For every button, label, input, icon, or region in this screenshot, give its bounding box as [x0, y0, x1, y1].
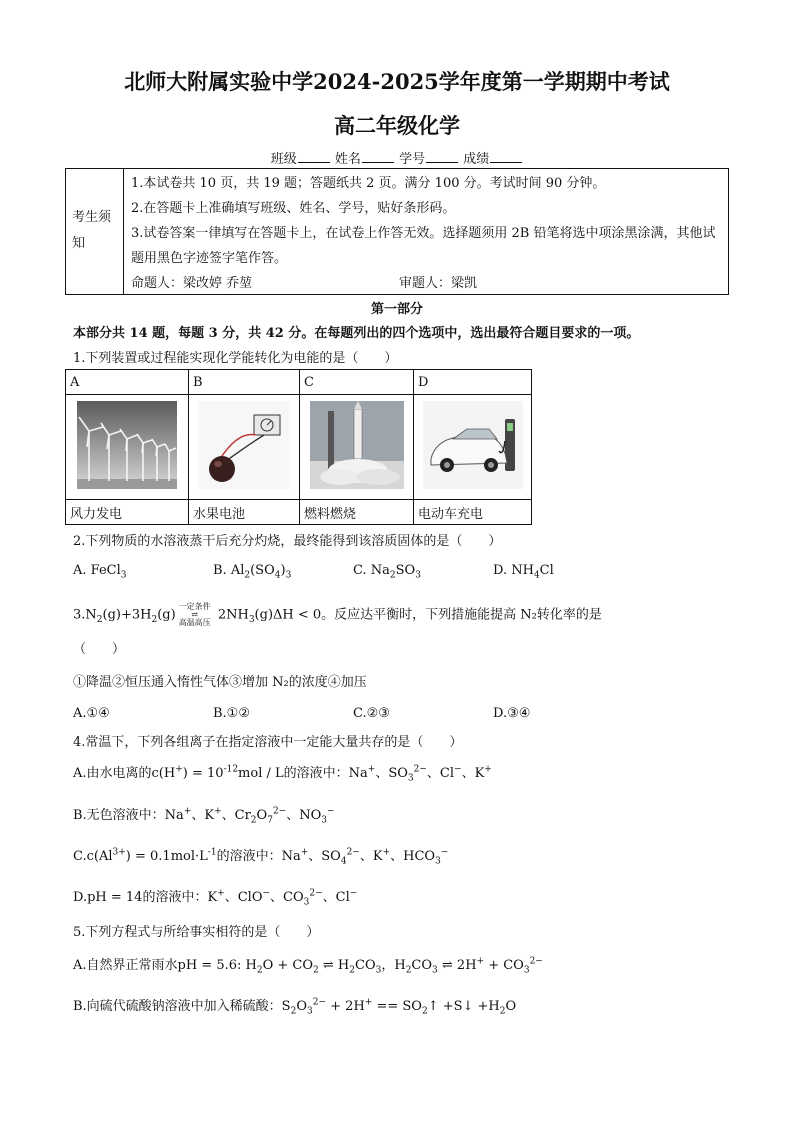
q2-stem: 2.下列物质的水溶液蒸干后充分灼烧，最终能得到该溶质固体的是（ ）	[73, 534, 502, 549]
notice-content	[125, 169, 728, 294]
q1-option-d-letter: D	[414, 370, 532, 395]
q3-condition-top: 一定条件	[178, 602, 211, 611]
exam-title: 北师大附属实验中学2024-2025学年度第一学期期中考试	[124, 69, 670, 94]
q2-option-a: A. FeCl$_3$	[73, 563, 127, 581]
q5-stem: 5.下列方程式与所给事实相符的是（ ）	[73, 925, 320, 940]
class-blank	[298, 150, 330, 163]
exam-subtitle: 高二年级化学	[334, 113, 460, 138]
q3-options	[73, 706, 633, 721]
student-info-line	[0, 148, 794, 167]
q3-number: 3.	[73, 607, 86, 623]
q2-option-b: B. $Al_2(SO_4)_3$	[213, 563, 292, 581]
q1-option-c-letter: C	[300, 370, 414, 395]
q1-option-a-letter: A	[66, 370, 189, 395]
name-blank	[362, 150, 394, 163]
q1-option-b-caption: 水果电池	[189, 500, 300, 525]
reviewer: 审题人：梁凯	[399, 276, 478, 291]
id-label: 学号	[399, 152, 426, 167]
q3-option-b: B.①②	[213, 706, 250, 721]
q3-condition-bottom: 高温高压	[178, 618, 211, 627]
id-blank	[426, 150, 458, 163]
q4-option-a: A.由水电离的$c(H^+) = 10^{-12}mol / L$的溶液中：Na+、$SO_3^{2-}$、Cl−、K+	[73, 764, 492, 784]
score-blank	[490, 150, 522, 163]
notice-line-2: 2.在答题卡上准确填写班级、姓名、学号，贴好条形码。	[131, 201, 456, 216]
notice-box	[65, 168, 729, 295]
q3-option-c: C.②③	[353, 706, 390, 721]
q4-option-b: B.无色溶液中：Na+、K+、$Cr_2O_7^{2-}$、$NO_3^-$	[73, 806, 335, 826]
equilibrium-arrow-icon: 一定条件 ⇌ 高温高压	[178, 602, 211, 627]
q1-stem: 1.下列装置或过程能实现化学能转化为电能的是（ ）	[73, 351, 398, 366]
score-label: 成绩	[463, 152, 490, 167]
q4-option-c: $C.c(Al^{3+}) = 0.1mol\cdot L^{-1}$的溶液中：Na+、$SO_4^{2-}$、K+、$HCO_3^-$	[73, 847, 449, 867]
q2-option-d: D. $NH_4Cl$	[493, 563, 554, 581]
part-title: 第一部分	[370, 302, 423, 317]
part-instructions: 本部分共 14 题，每题 3 分，共 42 分。在每题列出的四个选项中，选出最符合题目要求的一项。	[73, 326, 640, 341]
notice-label: 考生须知	[66, 169, 124, 294]
q1-option-d-caption: 电动车充电	[414, 500, 532, 525]
q2-options	[73, 563, 633, 581]
q5-option-b: B.向硫代硫酸钠溶液中加入稀硫酸：$S_2O_3^{2-} + 2H^+$ == $SO_2↑$ +S↓ $+H_2O$	[73, 997, 517, 1017]
q1-option-c-caption: 燃料燃烧	[300, 500, 414, 525]
q3-tail: 反应达平衡时，下列措施能提高 N₂转化率的是	[334, 607, 602, 623]
notice-line-3: 3.试卷答案一律填写在答题卡上，在试卷上作答无效。选择题须用 2B 铅笔将选中项涂黑涂满，其他试题用黑色字迹签字笔作答。	[131, 226, 716, 266]
q4-stem: 4.常温下，下列各组离子在指定溶液中一定能大量共存的是（ ）	[73, 735, 463, 750]
q4-option-d: D.pH = 14的溶液中：K+、ClO−、$CO_3^{2-}$、Cl−	[73, 888, 358, 908]
q3-paren: （ ）	[73, 642, 126, 657]
q1-option-a-caption: 风力发电	[66, 500, 189, 525]
name-label: 姓名	[334, 152, 361, 167]
q3-option-a: A.①④	[73, 706, 110, 721]
rocket-launch-image	[300, 395, 414, 500]
notice-line-1: 1.本试卷共 10 页，共 19 题；答题纸共 2 页。满分 100 分。考试时间 90 分钟。	[131, 176, 606, 191]
q3-stem: $3.N_2(g)+3H_2(g)$一定条件 ⇌ 高温高压 $2NH_3(g)\Delta H < 0$。反应达平衡时，下列措施能提高 N₂转化率的是	[73, 602, 602, 627]
q3-option-d: D.③④	[493, 706, 531, 721]
wind-turbines-image	[66, 395, 189, 500]
q1-image-table	[65, 369, 532, 525]
fruit-battery-image	[189, 395, 300, 500]
signers	[131, 271, 722, 296]
author: 命题人：梁改婷 乔堃	[131, 276, 253, 291]
q2-option-c: C. $Na_2SO_3$	[353, 563, 421, 581]
q3-choices: ①降温②恒压通入惰性气体③增加 N₂的浓度④加压	[73, 675, 367, 690]
q5-option-a: A.自然界正常雨水pH = 5.6: $H_2O + CO_2$ ⇌ $H_2CO_3$，$H_2CO_3$ ⇌ $2H^+ + CO_3^{2-}$	[73, 956, 543, 976]
class-label: 班级	[270, 152, 297, 167]
ev-charging-image	[414, 395, 532, 500]
q1-option-b-letter: B	[189, 370, 300, 395]
